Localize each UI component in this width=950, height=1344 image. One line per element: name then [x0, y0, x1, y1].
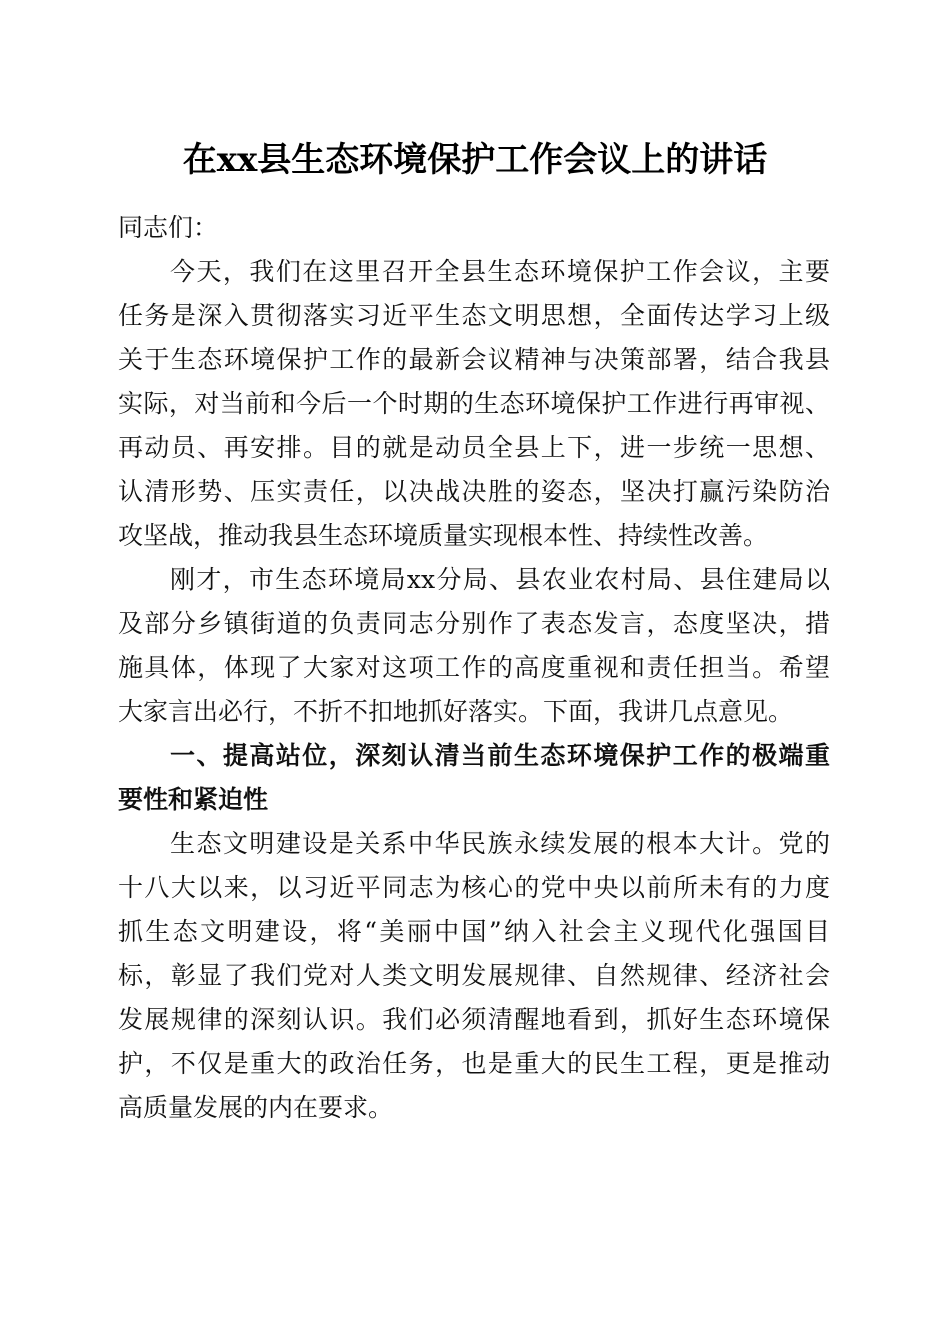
paragraph-line: 刚才，市生态环境局xx分局、县农业农村局、县住建局以	[170, 565, 830, 594]
paragraph-line: 十八大以来，以习近平同志为核心的党中央以前所未有的力度	[118, 873, 830, 902]
paragraph-line: 大家言出必行，不折不扣地抓好落实。下面，我讲几点意见。	[118, 697, 794, 726]
paragraph-opening	[118, 250, 830, 558]
document-body	[118, 206, 830, 1130]
heading-line: 要性和紧迫性	[118, 785, 269, 814]
paragraph-line: 攻坚战，推动我县生态环境质量实现根本性、持续性改善。	[118, 521, 769, 550]
document-title: 在xx县生态环境保护工作会议上的讲话	[182, 140, 768, 180]
paragraph-line: 认清形势、压实责任，以决战决胜的姿态，坚决打赢污染防治	[118, 477, 830, 506]
paragraph-line: 护，不仅是重大的政治任务，也是重大的民生工程，更是推动	[118, 1049, 830, 1078]
paragraph-line: 关于生态环境保护工作的最新会议精神与决策部署，结合我县	[118, 345, 830, 374]
paragraph-line: 生态文明建设是关系中华民族永续发展的根本大计。党的	[170, 829, 830, 858]
heading-line: 一、提高站位，深刻认清当前生态环境保护工作的极端重	[170, 741, 830, 770]
section-heading-1	[118, 734, 830, 822]
paragraph-line: 高质量发展的内在要求。	[118, 1093, 394, 1122]
paragraph-line: 今天，我们在这里召开全县生态环境保护工作会议，主要	[170, 257, 830, 286]
paragraph-line: 发展规律的深刻认识。我们必须清醒地看到，抓好生态环境保	[118, 1005, 830, 1034]
salutation: 同志们：	[118, 213, 219, 242]
paragraph-line: 及部分乡镇街道的负责同志分别作了表态发言，态度坚决，措	[118, 609, 830, 638]
paragraph-line: 施具体，体现了大家对这项工作的高度重视和责任担当。希望	[118, 653, 830, 682]
paragraph-line: 实际，对当前和今后一个时期的生态环境保护工作进行再审视、	[118, 389, 830, 418]
paragraph-speeches	[118, 558, 830, 734]
paragraph-line: 标，彰显了我们党对人类文明发展规律、自然规律、经济社会	[118, 961, 830, 990]
paragraph-line: 任务是深入贯彻落实习近平生态文明思想，全面传达学习上级	[118, 301, 830, 330]
paragraph-line: 再动员、再安排。目的就是动员全县上下，进一步统一思想、	[118, 433, 830, 462]
paragraph-ecological-civilization	[118, 822, 830, 1130]
paragraph-line: 抓生态文明建设，将“美丽中国”纳入社会主义现代化强国目	[118, 917, 830, 946]
